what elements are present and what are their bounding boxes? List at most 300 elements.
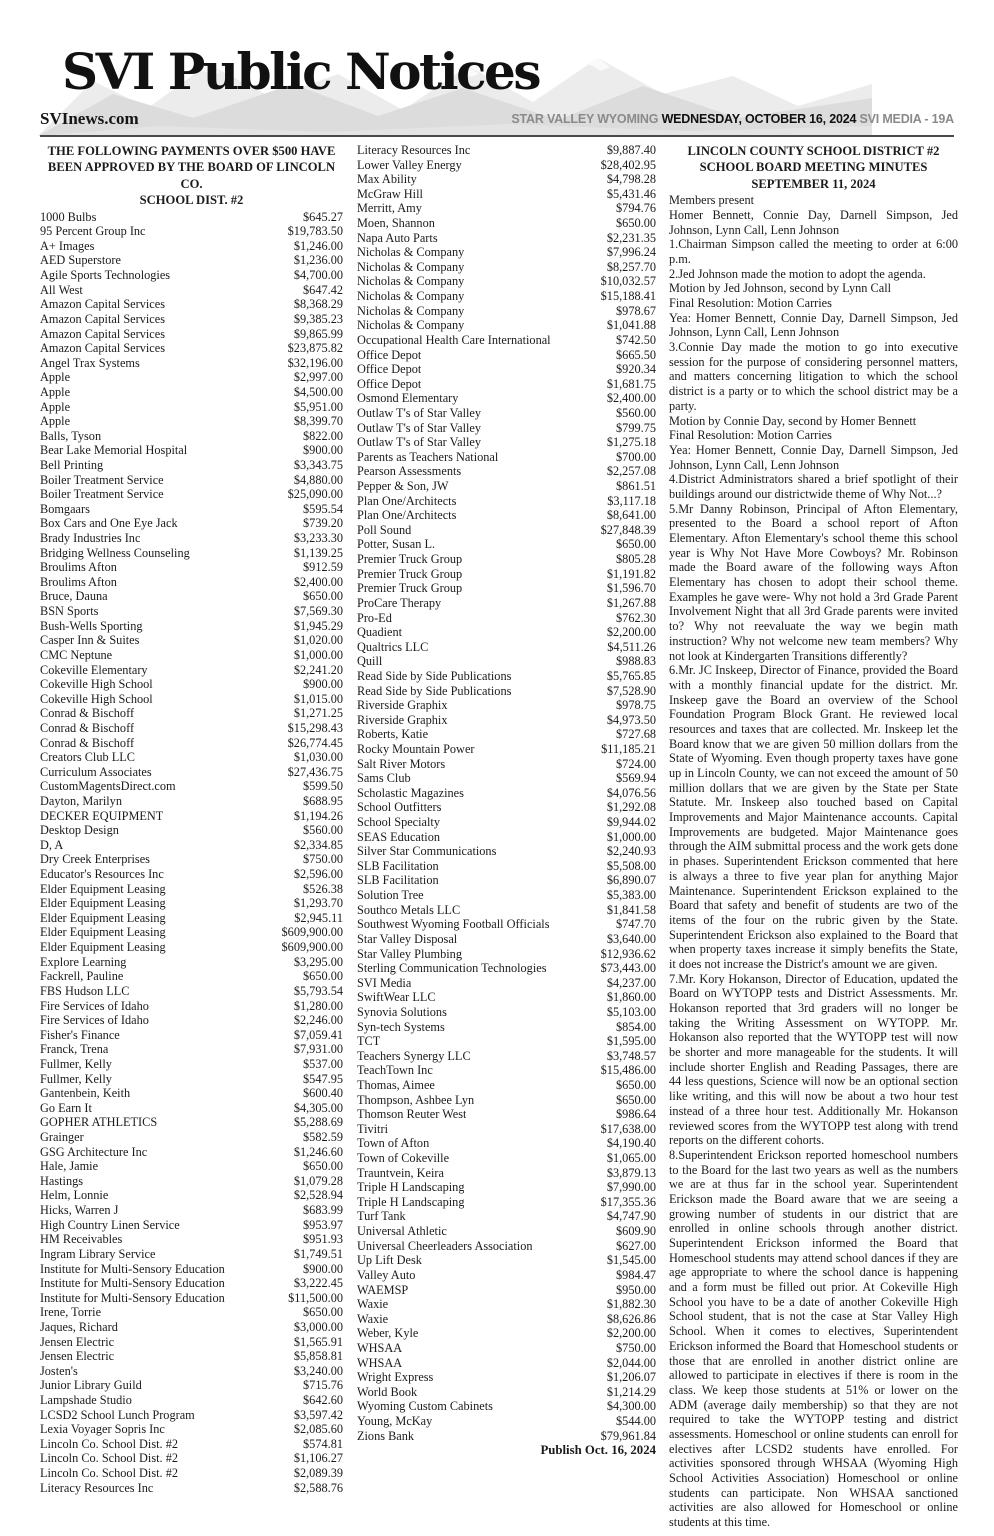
payment-vendor: Scholastic Magazines	[357, 785, 464, 800]
payment-vendor: Dry Creek Enterprises	[40, 852, 150, 867]
payment-vendor: Read Side by Side Publications	[357, 683, 512, 698]
payment-vendor: Amazon Capital Services	[40, 297, 165, 312]
payment-row	[40, 1393, 343, 1408]
payment-row	[40, 283, 343, 298]
payment-vendor: Helm, Lonnie	[40, 1188, 109, 1203]
payment-row	[40, 1203, 343, 1218]
payment-amount: $805.28	[616, 552, 656, 567]
payment-amount: $683.99	[303, 1203, 343, 1218]
payment-amount: $2,246.00	[293, 1013, 343, 1028]
payment-amount: $8,641.00	[606, 508, 656, 523]
payment-row	[40, 633, 343, 648]
payment-vendor: Thomson Reuter West	[357, 1107, 467, 1122]
payment-row	[40, 1145, 343, 1160]
payment-vendor: Valley Auto	[357, 1267, 416, 1282]
payment-vendor: Star Valley Disposal	[357, 931, 458, 946]
payment-row	[357, 187, 656, 202]
payment-row	[40, 327, 343, 342]
payment-row	[40, 1305, 343, 1320]
payment-vendor: Elder Equipment Leasing	[40, 896, 166, 911]
payment-vendor: Synovia Solutions	[357, 1004, 447, 1019]
payment-vendor: School Outfitters	[357, 800, 442, 815]
payment-vendor: Institute for Multi-Sensory Education	[40, 1290, 225, 1305]
payment-row	[357, 611, 656, 626]
payment-amount: $3,748.57	[606, 1048, 656, 1063]
payment-vendor: Dayton, Marilyn	[40, 794, 122, 808]
minutes-paragraph: 5.Mr Danny Robinson, Principal of Afton Elementary, presented to the Board a school report of Afton Elementary. Afton Elementary's school theme this school year is Why Not Have More Cowboys? Mr. Robinson made the Board aware of the following ways Afton Elementary has chosen to adopt their school theme. Examples he gave were- Why not hold a 3rd Grade Parent Involvement Night that all 3rd Grade parents were invited to? Why not reevaluate the way we begin math instruction? Why not welcome new team members? Why not look at Kindergarten Transitions differently?	[669, 501, 958, 663]
payment-row	[357, 1224, 656, 1239]
payment-vendor: Quadient	[357, 625, 403, 640]
payment-row	[357, 172, 656, 187]
payment-row	[357, 757, 656, 772]
payment-amount: $27,848.39	[600, 522, 656, 537]
payment-row	[357, 830, 656, 845]
payment-row	[40, 400, 343, 415]
payment-amount: $5,431.46	[606, 186, 656, 201]
payment-row	[40, 1013, 343, 1028]
payment-vendor: Amazon Capital Services	[40, 326, 165, 341]
payment-amount: $3,640.00	[606, 931, 656, 946]
minutes-paragraph: Motion by Jed Johnson, second by Lynn Call	[669, 281, 892, 296]
payment-vendor: Office Depot	[357, 376, 422, 391]
payment-vendor: BSN Sports	[40, 604, 99, 619]
payment-row	[357, 1049, 656, 1064]
payment-amount: $73,443.00	[600, 961, 656, 976]
payment-amount: $1,681.75	[606, 376, 656, 391]
payment-amount: $11,185.21	[601, 741, 656, 756]
payment-amount: $1,945.29	[293, 618, 343, 633]
payment-amount: $739.20	[303, 516, 343, 531]
payment-amount: $4,237.00	[606, 975, 656, 990]
payment-amount: $1,293.70	[293, 896, 343, 911]
payment-vendor: GOPHER ATHLETICS	[40, 1115, 158, 1130]
payment-row	[357, 216, 656, 231]
payment-row	[357, 1005, 656, 1020]
payment-row	[40, 341, 343, 356]
payment-amount: $19,783.50	[287, 224, 343, 239]
payment-vendor: Lincoln Co. School Dist. #2	[40, 1466, 178, 1481]
payment-amount: $560.00	[303, 823, 343, 838]
payment-vendor: Moen, Shannon	[357, 216, 435, 231]
payment-row	[40, 955, 343, 970]
payment-amount: $978.67	[616, 303, 656, 318]
payment-row	[40, 604, 343, 619]
payment-amount: $28,402.95	[600, 157, 656, 172]
payment-vendor: Poll Sound	[357, 522, 412, 537]
payment-amount: $984.47	[616, 1267, 656, 1282]
payment-row	[40, 312, 343, 327]
payment-amount: $8,257.70	[606, 259, 656, 274]
payment-row	[40, 516, 343, 531]
payment-vendor: HM Receivables	[40, 1232, 123, 1247]
payment-row	[357, 640, 656, 655]
payment-row	[40, 1130, 343, 1145]
payment-row	[357, 1180, 656, 1195]
payment-row	[40, 443, 343, 458]
payment-vendor: Broulims Afton	[40, 574, 117, 589]
payment-vendor: Literacy Resources Inc	[357, 143, 471, 157]
minutes-paragraph: 3.Connie Day made the motion to go into executive session for the purpose of considering personnel matters, and matters concerning litigation to which the school district is a party or to which the school district may be a party.	[669, 340, 958, 413]
payment-row	[40, 823, 343, 838]
payments-heading-line: THE FOLLOWING PAYMENTS OVER $500 HAVE	[47, 144, 336, 158]
payment-amount: $1,079.28	[293, 1173, 343, 1188]
payments-heading-line: SCHOOL DIST. #2	[139, 193, 244, 208]
payment-amount: $724.00	[616, 756, 656, 771]
payment-vendor: Tivitri	[357, 1121, 388, 1136]
payment-row	[40, 297, 343, 312]
payment-vendor: Hicks, Warren J	[40, 1203, 119, 1218]
payment-vendor: Cokeville High School	[40, 677, 153, 692]
payment-amount: $8,626.86	[606, 1311, 656, 1326]
payment-row	[40, 794, 343, 809]
payment-vendor: Elder Equipment Leasing	[40, 925, 166, 940]
payment-row	[357, 1209, 656, 1224]
payment-amount: $15,486.00	[600, 1063, 656, 1078]
payment-amount: $1,106.27	[293, 1451, 343, 1466]
payment-vendor: Fullmer, Kelly	[40, 1071, 112, 1086]
payment-amount: $1,292.08	[606, 800, 656, 815]
payment-vendor: Apple	[40, 370, 71, 385]
minutes-paragraph: 7.Mr. Kory Hokanson, Director of Education, updated the Board on WYTOPP tests and District Assessments. Mr. Hokanson reported that 3rd graders will no longer be taking the Writing Assessment on WYTOPP. Mr. Hokanson also reported that the WYTOPP test will now be shorter and more manageable for the students. It will include shorter English and Reading Passages, there are 44 less questions, Science will now be an optional section like writing, and this will now be about a two hour test instead of a three hour test. Additionally Mr. Hokanson reviewed scores from the WYTOPP test along with trend reports on the different cohorts.	[669, 971, 958, 1148]
payment-amount: $609,900.00	[281, 940, 343, 955]
payment-amount: $537.00	[303, 1056, 343, 1071]
payment-vendor: Junior Library Guild	[40, 1378, 142, 1393]
payment-vendor: A+ Images	[40, 238, 95, 253]
minutes-paragraph: 1.Chairman Simpson called the meeting to order at 6:00 p.m.	[669, 237, 958, 266]
minutes-paragraph: Yea: Homer Bennett, Connie Day, Darnell Simpson, Jed Johnson, Lynn Call, Lenn Johnson	[669, 310, 958, 340]
payment-amount: $526.38	[303, 881, 343, 896]
payment-vendor: Silver Star Communications	[357, 844, 497, 859]
payment-vendor: Bridging Wellness Counseling	[40, 545, 190, 560]
payment-row	[357, 1268, 656, 1283]
payment-row	[357, 1429, 656, 1444]
payment-amount: $4,798.28	[606, 172, 656, 187]
payment-row	[357, 1326, 656, 1341]
payment-row	[357, 333, 656, 348]
payment-vendor: School Specialty	[357, 815, 440, 830]
payment-amount: $1,191.82	[606, 566, 656, 581]
payment-vendor: Lincoln Co. School Dist. #2	[40, 1451, 178, 1466]
payment-row	[357, 508, 656, 523]
payment-row	[357, 304, 656, 319]
payment-row	[357, 1078, 656, 1093]
payment-vendor: Brady Industries Inc	[40, 531, 141, 546]
payment-row	[40, 619, 343, 634]
payment-amount: $5,951.00	[293, 399, 343, 414]
payment-row	[40, 911, 343, 926]
payment-amount: $79,961.84	[600, 1428, 656, 1443]
payment-vendor: Explore Learning	[40, 954, 127, 969]
payment-amount: $912.59	[303, 560, 343, 575]
payment-amount: $645.27	[303, 209, 343, 224]
payment-row	[40, 1174, 343, 1189]
payment-amount: $574.81	[303, 1436, 343, 1451]
payment-amount: $5,103.00	[606, 1004, 656, 1019]
payment-amount: $1,565.91	[293, 1334, 343, 1349]
payment-vendor: Box Cars and One Eye Jack	[40, 516, 178, 531]
payment-vendor: Institute for Multi-Sensory Education	[40, 1261, 225, 1276]
payment-row	[357, 771, 656, 786]
payment-vendor: Bell Printing	[40, 457, 104, 472]
payment-amount: $1,267.88	[606, 595, 656, 610]
payment-amount: $650.00	[303, 589, 343, 604]
payment-vendor: Fullmer, Kelly	[40, 1056, 112, 1071]
payment-vendor: Roberts, Katie	[357, 727, 429, 742]
payment-amount: $627.00	[616, 1238, 656, 1253]
payment-amount: $2,596.00	[293, 867, 343, 882]
payment-vendor: Amazon Capital Services	[40, 311, 165, 326]
payment-amount: $978.75	[616, 698, 656, 713]
payment-vendor: AED Superstore	[40, 253, 121, 268]
payment-amount: $900.00	[303, 677, 343, 692]
payment-row	[357, 435, 656, 450]
payment-row	[357, 1370, 656, 1385]
payment-amount: $1,194.26	[293, 808, 343, 823]
payment-vendor: FBS Hudson LLC	[40, 983, 130, 998]
payment-row	[357, 201, 656, 216]
payment-vendor: LCSD2 School Lunch Program	[40, 1407, 195, 1422]
payment-amount: $4,305.00	[293, 1100, 343, 1115]
payment-vendor: Go Earn It	[40, 1100, 92, 1115]
payment-row	[40, 210, 343, 225]
payment-row	[40, 1466, 343, 1481]
minutes-paragraph: 4.District Administrators shared a brief spotlight of their buildings around our districtwide theme of Why Not...?	[669, 472, 958, 501]
payment-vendor: Premier Truck Group	[357, 566, 463, 581]
payment-amount: $1,246.00	[293, 238, 343, 253]
payment-amount: $715.76	[303, 1378, 343, 1393]
payment-row	[357, 713, 656, 728]
payment-row	[357, 859, 656, 874]
payment-amount: $1,596.70	[606, 581, 656, 596]
payment-vendor: CMC Neptune	[40, 647, 113, 662]
date-label: WEDNESDAY, OCTOBER 16, 2024	[661, 112, 857, 126]
payment-vendor: Plan One/Architects	[357, 508, 457, 523]
payment-row	[357, 990, 656, 1005]
payment-vendor: Jensen Electric	[40, 1349, 115, 1364]
payment-vendor: Elder Equipment Leasing	[40, 940, 166, 955]
minutes-paragraph: 6.Mr. JC Inskeep, Director of Finance, provided the Board with a monthly financial update for the district. Mr. Inskeep gave the Board an overview of the School Foundation Program Block Grant. He reviewed local resources and taxes that are collected. Mr. Inskeep let the Board know that we are given 50 million dollars from the State of Wyoming. Even though property taxes have gone up in Lincoln County, we can not exceed the amount of 50 million dollars that we are given by the State per State Statute. Mr. Inskeep also touched based on Capital Improvements and Major Maintenance accounts. Capital Improvements are budgeted. Major Maintenance goes through the AIM submittal process and the work gets done in phases. Superintendent Erickson commented that here is always a three to five year plan for anything Major Maintenance. Superintendent Erickson explained to the Board that safety and benefit of students are two of the items of the four on the rubric given by the State. Superintendent Erickson also explained to the Board that when property taxes increase it simply benefits the State, it does not increase the District's amount we are given.	[669, 663, 958, 971]
payment-vendor: Grainger	[40, 1130, 84, 1145]
payments-rows-1	[40, 210, 343, 1496]
payment-vendor: GSG Architecture Inc	[40, 1144, 148, 1159]
payment-vendor: All West	[40, 282, 83, 297]
payment-amount: $1,000.00	[293, 647, 343, 662]
payment-row	[40, 1437, 343, 1452]
payment-amount: $2,241.20	[293, 662, 343, 677]
payment-amount: $854.00	[616, 1019, 656, 1034]
payment-amount: $900.00	[303, 443, 343, 458]
payment-vendor: Cokeville High School	[40, 691, 153, 706]
payment-amount: $5,858.81	[293, 1349, 343, 1364]
minutes-heading	[669, 143, 958, 192]
payment-amount: $560.00	[616, 405, 656, 420]
payment-amount: $1,139.25	[293, 545, 343, 560]
payment-row	[357, 1195, 656, 1210]
payment-row	[40, 429, 343, 444]
payment-vendor: SLB Facilitation	[357, 873, 439, 888]
payment-row	[357, 231, 656, 246]
payment-row	[357, 581, 656, 596]
payment-row	[357, 1020, 656, 1035]
payment-amount: $3,597.42	[293, 1407, 343, 1422]
payment-amount: $8,368.29	[293, 297, 343, 312]
payment-vendor: WAEMSP	[357, 1282, 409, 1297]
payment-amount: $8,399.70	[293, 414, 343, 429]
payment-row	[40, 487, 343, 502]
payment-row	[40, 1451, 343, 1466]
payment-row	[357, 245, 656, 260]
payment-amount: $2,257.08	[606, 464, 656, 479]
payment-amount: $1,841.58	[606, 902, 656, 917]
payment-vendor: Bear Lake Memorial Hospital	[40, 443, 188, 458]
payment-row	[357, 961, 656, 976]
payment-row	[357, 800, 656, 815]
payment-amount: $4,500.00	[293, 384, 343, 399]
payment-vendor: Nicholas & Company	[357, 318, 465, 333]
payment-vendor: Outlaw T's of Star Valley	[357, 420, 482, 435]
payment-row	[40, 458, 343, 473]
minutes-paragraph: 8.Superintendent Erickson reported homeschool numbers to the Board for the last two years as well as the numbers we are at thus far in the school year. Superintendent Erickson made the Board aware that we are seeing a growing number of students in our district that are enrolled in online schools through another district. Superintendent Erickson informed the Board that Homeschool students may attend school dances if they are age appropriate to where the school dance is happening and a form must be filled out prior. At Cokeville High School you have to be a date of another Cokeville High School student, that is not the case at Star Valley High School. When it comes to electives, Superintendent Erickson informed the Board that Homeschool students or those that are enrolled in another district online are allowed to participate in electives if there is room in the class. We keep those students at 51% or lower on the ADM (average daily membership) so that they are not required to take the WYTOPP testing and district assessments. Homeschool or online students can enroll for electives after LCSD2 students have enrolled. For activities sponsored through WHSAA (Wyoming High School Activities Association) Homeschool or online students can participate. Non WHSAA sanctioned activities are also allowed for Homeschool or online students at this time.	[669, 1147, 958, 1530]
payment-vendor: Literacy Resources Inc	[40, 1480, 154, 1495]
payment-vendor: Apple	[40, 399, 71, 414]
payment-row	[357, 932, 656, 947]
payment-amount: $986.64	[616, 1107, 656, 1122]
payment-vendor: Town of Afton	[357, 1136, 430, 1151]
payment-row	[357, 318, 656, 333]
payment-vendor: Office Depot	[357, 362, 422, 377]
payment-vendor: Creators Club LLC	[40, 750, 135, 765]
payment-row	[40, 546, 343, 561]
payment-row	[357, 1239, 656, 1254]
payment-row	[40, 882, 343, 897]
payment-vendor: Riverside Graphix	[357, 712, 448, 727]
minutes-column	[669, 143, 958, 1530]
payment-vendor: Fisher's Finance	[40, 1027, 120, 1042]
payment-vendor: D, A	[40, 837, 64, 852]
payment-amount: $822.00	[303, 428, 343, 443]
payment-amount: $1,065.00	[606, 1151, 656, 1166]
payment-vendor: Wyoming Custom Cabinets	[357, 1399, 493, 1414]
payment-amount: $2,231.35	[606, 230, 656, 245]
publish-date-line: Publish Oct. 16, 2024	[540, 1443, 656, 1458]
payment-amount: $3,879.13	[606, 1165, 656, 1180]
payment-row	[357, 684, 656, 699]
payment-vendor: Educator's Resources Inc	[40, 867, 164, 882]
payment-row	[357, 1414, 656, 1429]
payment-row	[357, 815, 656, 830]
payment-vendor: Universal Athletic	[357, 1224, 447, 1239]
payment-vendor: Sams Club	[357, 771, 411, 786]
payment-vendor: Nicholas & Company	[357, 245, 465, 260]
payment-amount: $4,511.26	[607, 639, 656, 654]
payment-amount: $2,089.39	[293, 1466, 343, 1481]
payment-amount: $4,300.00	[606, 1399, 656, 1414]
payment-amount: $5,793.54	[293, 983, 343, 998]
payment-row	[40, 414, 343, 429]
payment-row	[357, 1166, 656, 1181]
payment-amount: $650.00	[616, 1092, 656, 1107]
payment-row	[40, 1057, 343, 1072]
minutes-heading-line: SEPTEMBER 11, 2024	[751, 176, 876, 191]
payment-vendor: SwiftWear LLC	[357, 990, 436, 1005]
payment-row	[40, 736, 343, 751]
payment-amount: $2,400.00	[606, 391, 656, 406]
masthead-divider	[40, 135, 954, 137]
payment-vendor: WHSAA	[357, 1355, 403, 1370]
payment-amount: $609.90	[616, 1224, 656, 1239]
payment-amount: $1,860.00	[606, 990, 656, 1005]
payment-vendor: Josten's	[40, 1363, 78, 1378]
payment-row	[40, 692, 343, 707]
payment-vendor: Salt River Motors	[357, 756, 446, 771]
payment-amount: $1,020.00	[293, 633, 343, 648]
payment-row	[40, 969, 343, 984]
payment-row	[40, 1188, 343, 1203]
minutes-paragraph: Final Resolution: Motion Carries	[669, 296, 832, 311]
payment-vendor: Broulims Afton	[40, 560, 117, 575]
payment-amount: $4,700.00	[293, 268, 343, 283]
payment-row	[357, 260, 656, 275]
payment-vendor: WHSAA	[357, 1340, 403, 1355]
payment-row	[40, 750, 343, 765]
payment-amount: $742.50	[616, 332, 656, 347]
payment-vendor: TeachTown Inc	[357, 1063, 433, 1078]
payment-row	[40, 239, 343, 254]
minutes-paragraph: Final Resolution: Motion Carries	[669, 428, 832, 443]
payment-vendor: TCT	[357, 1034, 381, 1049]
payment-amount: $9,887.40	[606, 143, 656, 157]
payment-row	[357, 1385, 656, 1400]
payment-row	[357, 654, 656, 669]
payment-row	[40, 1072, 343, 1087]
payment-row	[40, 473, 343, 488]
minutes-paragraph: Yea: Homer Bennett, Connie Day, Darnell Simpson, Jed Johnson, Lynn Call, Lenn Johnson	[669, 442, 958, 472]
payment-row	[40, 925, 343, 940]
payment-vendor: Trauntvein, Keira	[357, 1165, 444, 1180]
payment-row	[357, 1399, 656, 1414]
payment-row	[357, 742, 656, 757]
payment-vendor: Apple	[40, 414, 71, 429]
payment-row	[357, 377, 656, 392]
payment-amount: $15,188.41	[600, 289, 656, 304]
payment-vendor: Parents as Teachers National	[357, 449, 499, 464]
payment-amount: $599.50	[303, 779, 343, 794]
payment-amount: $2,200.00	[606, 625, 656, 640]
payment-row	[357, 844, 656, 859]
payment-amount: $10,032.57	[600, 274, 656, 289]
payment-row	[357, 947, 656, 962]
payment-row	[40, 1276, 343, 1291]
payment-vendor: Premier Truck Group	[357, 581, 463, 596]
payment-amount: $2,240.93	[606, 844, 656, 859]
payment-vendor: SEAS Education	[357, 829, 440, 844]
payment-row	[40, 224, 343, 239]
payment-amount: $4,190.40	[606, 1136, 656, 1151]
payment-row	[40, 663, 343, 678]
payment-row	[40, 1320, 343, 1335]
payment-amount: $1,882.30	[606, 1297, 656, 1312]
payment-vendor: Waxie	[357, 1297, 389, 1312]
payment-row	[40, 706, 343, 721]
payment-vendor: Office Depot	[357, 347, 422, 362]
payment-vendor: 1000 Bulbs	[40, 209, 97, 224]
website-url: SVInews.com	[40, 109, 139, 128]
payment-amount: $642.60	[303, 1392, 343, 1407]
payment-vendor: Conrad & Bischoff	[40, 735, 135, 750]
payment-amount: $650.00	[303, 1159, 343, 1174]
payment-amount: $544.00	[616, 1414, 656, 1429]
payment-row	[357, 158, 656, 173]
